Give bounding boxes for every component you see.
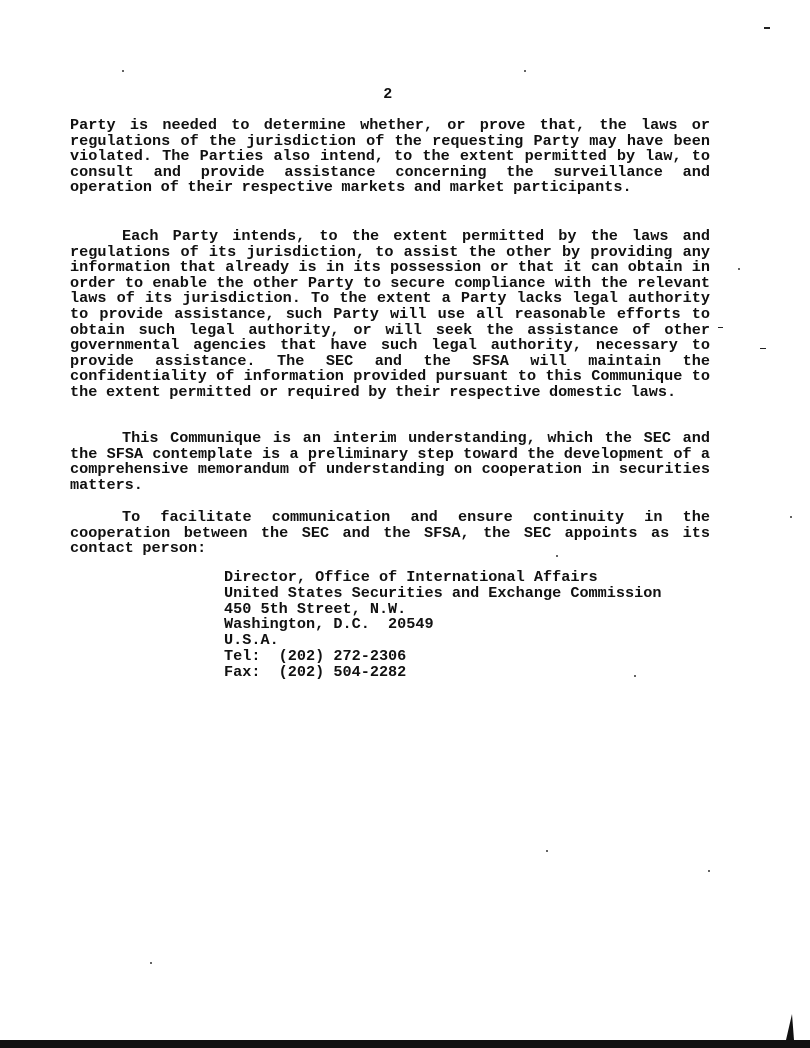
paragraph-continuation: Party is needed to determine whether, or prove that, the laws or regulations of the jurisdiction of the requesting Party may have been violated. The Parties also intend, to the extent permitted by law, to consult and provide assistance concerning the surveillance and operation of their respective markets and market participants. <box>70 116 710 197</box>
scan-speck <box>738 268 740 270</box>
scan-speck <box>634 675 636 677</box>
scan-speck <box>708 870 710 872</box>
contact-fax: Fax: (202) 504-2282 <box>224 662 407 681</box>
contact-street: 450 5th Street, N.W. <box>224 599 407 618</box>
scan-speck <box>524 70 526 72</box>
scan-corner-mark <box>784 1010 794 1040</box>
contact-address-block <box>224 570 661 681</box>
scan-speck <box>556 555 558 557</box>
scan-mark-right <box>760 348 766 349</box>
paragraph-assistance: Each Party intends, to the extent permitted by the laws and regulations of its jurisdiction, to assist the other by providing any information that already is in its possession or that it can obtain in order to enable the other Party to secure compliance with the relevant laws of its jurisdiction. To the extent a Party lacks legal authority to provide assistance, such Party will use all reasonable efforts to obtain such legal authority, or will seek the assistance of other governmental agencies that have such legal authority, necessary to provide assistance. The SEC and the SFSA will maintain the confidentiality of information provided pursuant to this Communique to the extent permitted or required by their respective domestic laws. <box>70 227 710 401</box>
contact-country: U.S.A. <box>224 631 279 650</box>
contact-telephone: Tel: (202) 272-2306 <box>224 646 407 665</box>
contact-city: Washington, D.C. 20549 <box>224 615 434 634</box>
scan-speck <box>122 70 124 72</box>
scan-mark-right <box>718 327 723 328</box>
paragraph-contact-person: To facilitate communication and ensure continuity in the cooperation between the SEC and the SFSA, the SEC appoints as its contact person: <box>70 508 710 558</box>
scan-speck <box>790 516 792 518</box>
page-number: 2 <box>383 86 393 103</box>
paragraph-interim-understanding: This Communique is an interim understanding, which the SEC and the SFSA contemplate is a preliminary step toward the development of a comprehensive memorandum of understanding on cooperation in securities matters. <box>70 429 710 494</box>
scan-speck <box>546 850 548 852</box>
contact-organization: United States Securities and Exchange Commission <box>224 583 662 602</box>
contact-title: Director, Office of International Affairs <box>224 568 598 586</box>
scan-bottom-edge <box>0 1040 810 1048</box>
scan-speck <box>150 962 152 964</box>
scan-mark-top-right <box>764 27 770 29</box>
